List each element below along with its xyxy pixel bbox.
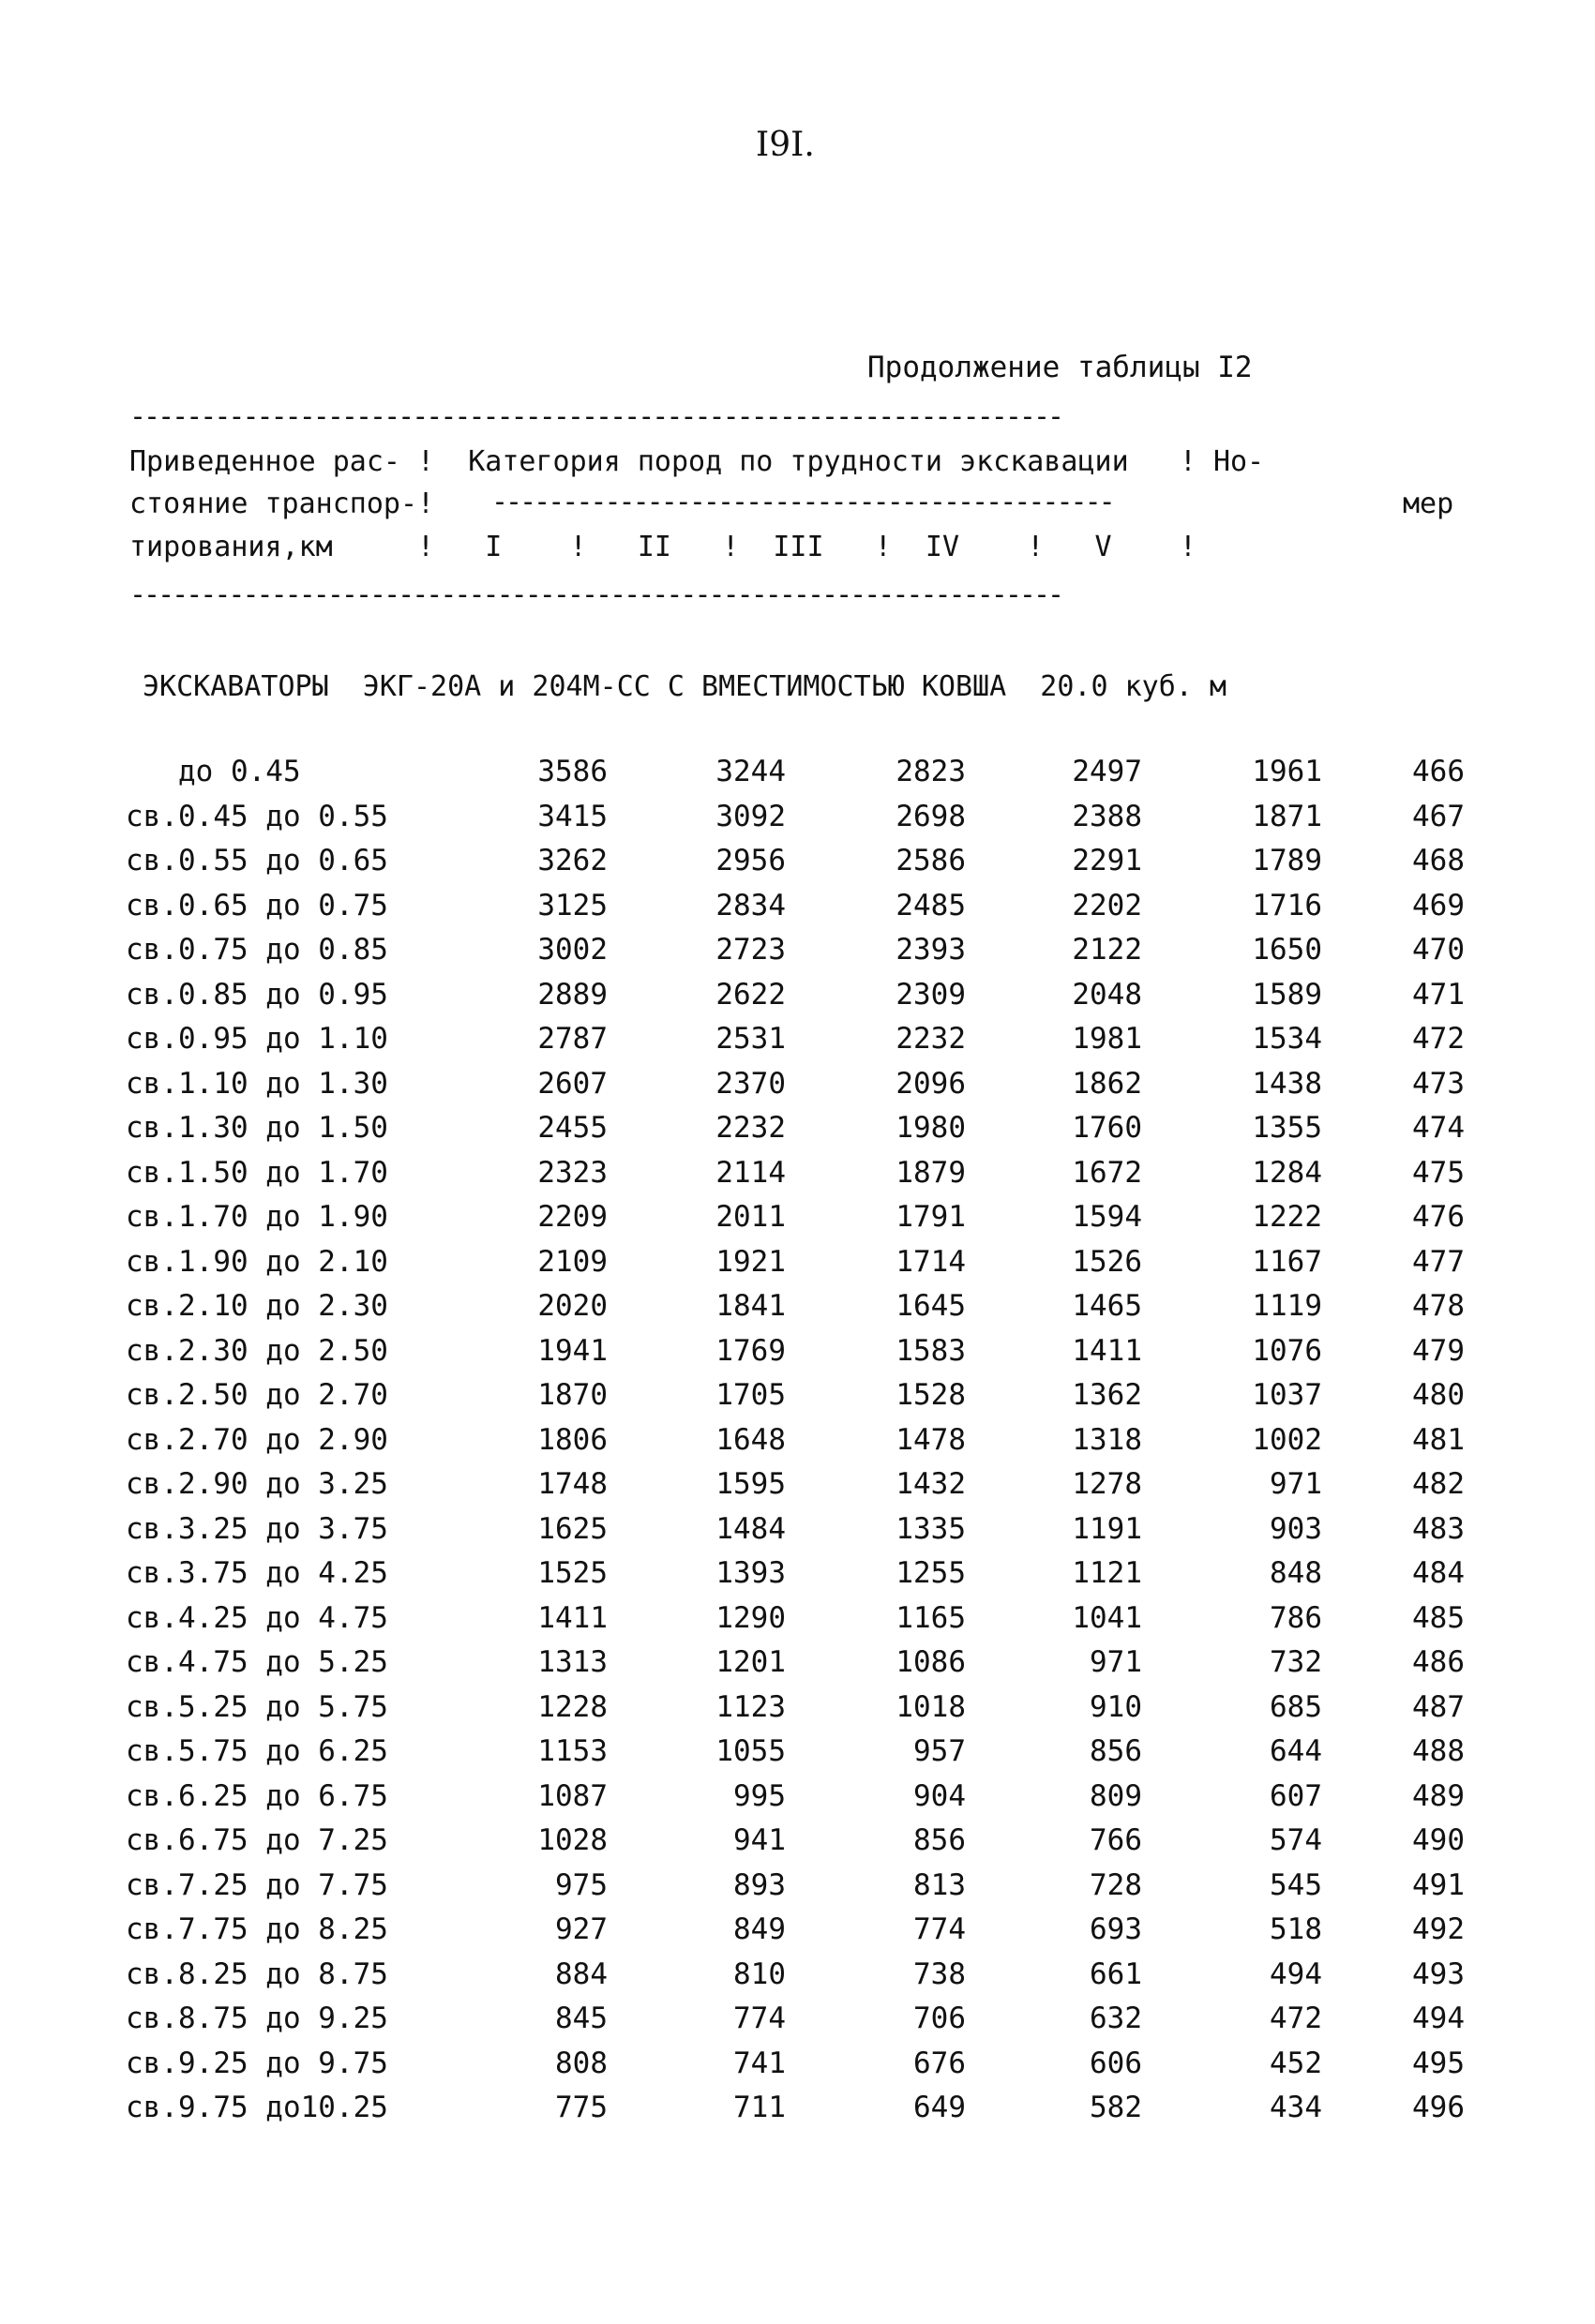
cell-category-iv: 582 [1090, 2091, 1142, 2124]
cell-number: 494 [1412, 2002, 1465, 2035]
cell-category-ii: 941 [733, 1823, 786, 1857]
row-range: св.0.95 до 1.10 [126, 1022, 388, 1056]
cell-category-iv: 1318 [1072, 1422, 1142, 1457]
cell-category-iii: 1980 [895, 1111, 966, 1145]
cell-number: 491 [1412, 1867, 1465, 1902]
cell-category-v: 545 [1270, 1867, 1322, 1902]
cell-category-i: 2109 [537, 1244, 608, 1279]
cell-category-iv: 1594 [1072, 1200, 1142, 1234]
row-range: св.0.55 до 0.65 [126, 844, 388, 877]
cell-category-iv: 809 [1090, 1778, 1142, 1813]
cell-category-iv: 1041 [1072, 1600, 1142, 1635]
cell-category-i: 1748 [537, 1467, 608, 1501]
cell-category-i: 2323 [537, 1155, 608, 1190]
cell-category-iii: 738 [913, 1957, 966, 1991]
cell-number: 470 [1412, 933, 1465, 967]
row-range: св.6.75 до 7.25 [126, 1823, 388, 1857]
cell-category-iii: 2096 [895, 1066, 966, 1101]
cell-category-v: 1871 [1252, 799, 1322, 833]
row-range: св.4.75 до 5.25 [126, 1645, 388, 1679]
cell-category-iii: 1645 [895, 1289, 966, 1323]
cell-category-iv: 1672 [1072, 1155, 1142, 1190]
cell-category-ii: 2956 [715, 844, 786, 877]
cell-category-iv: 2122 [1072, 933, 1142, 967]
row-range: св.1.10 до 1.30 [126, 1066, 388, 1101]
cell-category-iv: 2388 [1072, 799, 1142, 833]
cell-number: 492 [1412, 1912, 1465, 1946]
row-range: св.4.25 до 4.75 [126, 1600, 388, 1635]
cell-category-iv: 1862 [1072, 1066, 1142, 1101]
cell-category-ii: 2232 [715, 1111, 786, 1145]
cell-number: 493 [1412, 1957, 1465, 1991]
cell-category-v: 1438 [1252, 1066, 1322, 1101]
cell-category-v: 1037 [1252, 1378, 1322, 1412]
cell-category-v: 848 [1270, 1556, 1322, 1590]
cell-category-v: 685 [1270, 1689, 1322, 1724]
cell-category-v: 574 [1270, 1823, 1322, 1857]
cell-number: 471 [1412, 977, 1465, 1012]
header-row-2: стояние транспор-! [129, 487, 435, 520]
cell-category-iv: 661 [1090, 1957, 1142, 1991]
cell-category-iv: 1981 [1072, 1022, 1142, 1056]
cell-category-ii: 1648 [715, 1422, 786, 1457]
cell-category-i: 2607 [537, 1066, 608, 1101]
cell-category-i: 1313 [537, 1645, 608, 1679]
cell-category-iv: 1526 [1072, 1244, 1142, 1279]
cell-category-iii: 706 [913, 2002, 966, 2035]
cell-category-iii: 2698 [895, 799, 966, 833]
cell-category-i: 884 [555, 1957, 608, 1991]
row-range: св.1.70 до 1.90 [126, 1200, 388, 1234]
header-row-3: тирования,км ! I ! II ! III ! IV ! V ! [129, 531, 1196, 563]
cell-category-i: 775 [555, 2091, 608, 2124]
cell-category-iii: 1879 [895, 1155, 966, 1190]
cell-category-ii: 893 [733, 1867, 786, 1902]
cell-category-iii: 649 [913, 2091, 966, 2124]
header-row-2-end: мер [1403, 487, 1454, 520]
cell-number: 475 [1412, 1155, 1465, 1190]
row-range: св.9.75 до10.25 [126, 2091, 388, 2124]
cell-number: 476 [1412, 1200, 1465, 1234]
row-range: св.8.75 до 9.25 [126, 2002, 388, 2035]
cell-category-i: 1411 [537, 1600, 608, 1635]
cell-category-iii: 1018 [895, 1689, 966, 1724]
cell-category-i: 1028 [537, 1823, 608, 1857]
cell-category-iv: 1278 [1072, 1467, 1142, 1501]
cell-category-iii: 1478 [895, 1422, 966, 1457]
cell-category-ii: 1841 [715, 1289, 786, 1323]
cell-number: 468 [1412, 844, 1465, 877]
cell-category-ii: 3092 [715, 799, 786, 833]
header-row-1: Приведенное рас- ! Категория пород по трудности экскавации ! Но- [129, 445, 1265, 478]
cell-number: 484 [1412, 1556, 1465, 1590]
rule-bottom: ------------------------------------------------------------------ [129, 578, 1062, 611]
cell-category-v: 494 [1270, 1957, 1322, 1991]
cell-category-iii: 2232 [895, 1022, 966, 1056]
cell-category-i: 2209 [537, 1200, 608, 1234]
cell-number: 482 [1412, 1467, 1465, 1501]
cell-category-ii: 1123 [715, 1689, 786, 1724]
cell-number: 487 [1412, 1689, 1465, 1724]
cell-category-iii: 856 [913, 1823, 966, 1857]
cell-category-v: 1789 [1252, 844, 1322, 877]
cell-category-iv: 693 [1090, 1912, 1142, 1946]
cell-category-iv: 1362 [1072, 1378, 1142, 1412]
cell-number: 469 [1412, 888, 1465, 922]
cell-category-ii: 2723 [715, 933, 786, 967]
cell-number: 474 [1412, 1111, 1465, 1145]
cell-category-i: 1228 [537, 1689, 608, 1724]
cell-category-i: 1153 [537, 1734, 608, 1768]
row-range: св.2.10 до 2.30 [126, 1289, 388, 1323]
cell-category-v: 1355 [1252, 1111, 1322, 1145]
row-range: св.0.75 до 0.85 [126, 933, 388, 967]
cell-category-ii: 774 [733, 2002, 786, 2035]
cell-category-ii: 1769 [715, 1333, 786, 1368]
cell-category-iii: 1086 [895, 1645, 966, 1679]
cell-category-v: 903 [1270, 1511, 1322, 1546]
cell-category-iv: 856 [1090, 1734, 1142, 1768]
cell-category-i: 1525 [537, 1556, 608, 1590]
cell-number: 495 [1412, 2046, 1465, 2080]
row-range: св.1.90 до 2.10 [126, 1244, 388, 1279]
cell-category-iii: 1714 [895, 1244, 966, 1279]
cell-category-v: 452 [1270, 2046, 1322, 2080]
cell-category-ii: 2114 [715, 1155, 786, 1190]
cell-category-i: 2020 [537, 1289, 608, 1323]
cell-category-v: 1650 [1252, 933, 1322, 967]
cell-category-ii: 741 [733, 2046, 786, 2080]
cell-category-v: 1589 [1252, 977, 1322, 1012]
cell-category-iii: 1335 [895, 1511, 966, 1546]
cell-category-v: 518 [1270, 1912, 1322, 1946]
cell-category-v: 1284 [1252, 1155, 1322, 1190]
row-range: св.1.30 до 1.50 [126, 1111, 388, 1145]
cell-category-iv: 606 [1090, 2046, 1142, 2080]
row-range: св.3.25 до 3.75 [126, 1511, 388, 1546]
row-range: св.2.50 до 2.70 [126, 1378, 388, 1412]
cell-category-v: 607 [1270, 1778, 1322, 1813]
cell-category-iii: 2309 [895, 977, 966, 1012]
cell-category-iii: 2485 [895, 888, 966, 922]
cell-category-iii: 1432 [895, 1467, 966, 1501]
cell-category-v: 971 [1270, 1467, 1322, 1501]
cell-number: 490 [1412, 1823, 1465, 1857]
cell-category-i: 2455 [537, 1111, 608, 1145]
cell-category-iii: 904 [913, 1778, 966, 1813]
cell-number: 496 [1412, 2091, 1465, 2124]
cell-number: 486 [1412, 1645, 1465, 1679]
cell-category-v: 1167 [1252, 1244, 1322, 1279]
cell-number: 472 [1412, 1022, 1465, 1056]
cell-number: 489 [1412, 1778, 1465, 1813]
cell-category-ii: 1393 [715, 1556, 786, 1590]
cell-category-ii: 1055 [715, 1734, 786, 1768]
row-range: св.8.25 до 8.75 [126, 1957, 388, 1991]
row-range: св.5.75 до 6.25 [126, 1734, 388, 1768]
cell-category-iii: 2823 [895, 755, 966, 788]
cell-number: 485 [1412, 1600, 1465, 1635]
cell-category-iv: 728 [1090, 1867, 1142, 1902]
cell-category-i: 1625 [537, 1511, 608, 1546]
cell-category-ii: 1705 [715, 1378, 786, 1412]
cell-number: 467 [1412, 799, 1465, 833]
section-title: ЭКСКАВАТОРЫ ЭКГ-20А и 204М-СС С ВМЕСТИМОСТЬЮ КОВША 20.0 куб. м [143, 670, 1226, 703]
cell-category-iii: 2393 [895, 933, 966, 967]
cell-category-ii: 1921 [715, 1244, 786, 1279]
cell-category-iv: 2497 [1072, 755, 1142, 788]
cell-number: 477 [1412, 1244, 1465, 1279]
row-range: св.2.30 до 2.50 [126, 1333, 388, 1368]
cell-category-ii: 1201 [715, 1645, 786, 1679]
cell-category-iv: 632 [1090, 2002, 1142, 2035]
cell-category-ii: 995 [733, 1778, 786, 1813]
page-number: I9I. [756, 126, 815, 164]
cell-category-v: 472 [1270, 2002, 1322, 2035]
cell-category-iii: 2586 [895, 844, 966, 877]
rule-top: ------------------------------------------------------------------ [129, 400, 1062, 433]
cell-category-i: 808 [555, 2046, 608, 2080]
cell-category-v: 786 [1270, 1600, 1322, 1635]
row-range: св.9.25 до 9.75 [126, 2046, 388, 2080]
cell-category-v: 1002 [1252, 1422, 1322, 1457]
cell-category-ii: 711 [733, 2091, 786, 2124]
cell-category-iii: 1528 [895, 1378, 966, 1412]
cell-category-ii: 1484 [715, 1511, 786, 1546]
cell-category-v: 1222 [1252, 1200, 1322, 1234]
cell-category-v: 1534 [1252, 1022, 1322, 1056]
cell-number: 478 [1412, 1289, 1465, 1323]
cell-category-iv: 1465 [1072, 1289, 1142, 1323]
table-continuation-caption: Продолжение таблицы I2 [867, 351, 1253, 384]
cell-category-i: 2787 [537, 1022, 608, 1056]
cell-number: 466 [1412, 755, 1465, 788]
cell-category-i: 2889 [537, 977, 608, 1012]
header-category-rule: -------------------------------------------- [491, 486, 1113, 518]
cell-category-i: 3262 [537, 844, 608, 877]
cell-category-iii: 1583 [895, 1333, 966, 1368]
cell-category-v: 1076 [1252, 1333, 1322, 1368]
cell-category-ii: 3244 [715, 755, 786, 788]
row-range: св.5.25 до 5.75 [126, 1689, 388, 1724]
cell-category-i: 1870 [537, 1378, 608, 1412]
cell-category-ii: 849 [733, 1912, 786, 1946]
cell-category-v: 732 [1270, 1645, 1322, 1679]
row-range: св.0.85 до 0.95 [126, 977, 388, 1012]
cell-category-v: 1961 [1252, 755, 1322, 788]
cell-category-iii: 1165 [895, 1600, 966, 1635]
cell-number: 480 [1412, 1378, 1465, 1412]
cell-category-ii: 1290 [715, 1600, 786, 1635]
row-range: св.0.45 до 0.55 [126, 799, 388, 833]
cell-category-ii: 2370 [715, 1066, 786, 1101]
cell-category-i: 3415 [537, 799, 608, 833]
cell-category-i: 1806 [537, 1422, 608, 1457]
cell-category-v: 644 [1270, 1734, 1322, 1768]
cell-category-v: 1119 [1252, 1289, 1322, 1323]
cell-category-ii: 2531 [715, 1022, 786, 1056]
cell-category-ii: 2834 [715, 888, 786, 922]
cell-category-i: 927 [555, 1912, 608, 1946]
cell-category-iii: 676 [913, 2046, 966, 2080]
cell-category-ii: 2622 [715, 977, 786, 1012]
row-range: св.7.25 до 7.75 [126, 1867, 388, 1902]
cell-category-ii: 1595 [715, 1467, 786, 1501]
row-range: до 0.45 [126, 755, 301, 788]
row-range: св.3.75 до 4.25 [126, 1556, 388, 1590]
cell-category-i: 1941 [537, 1333, 608, 1368]
row-range: св.2.70 до 2.90 [126, 1422, 388, 1457]
cell-category-i: 845 [555, 2002, 608, 2035]
cell-category-iv: 2291 [1072, 844, 1142, 877]
cell-category-i: 3002 [537, 933, 608, 967]
row-range: св.2.90 до 3.25 [126, 1467, 388, 1501]
cell-category-iii: 1255 [895, 1556, 966, 1590]
cell-category-iv: 2048 [1072, 977, 1142, 1012]
cell-category-v: 1716 [1252, 888, 1322, 922]
cell-category-iv: 910 [1090, 1689, 1142, 1724]
cell-number: 488 [1412, 1734, 1465, 1768]
cell-category-iv: 1121 [1072, 1556, 1142, 1590]
row-range: св.1.50 до 1.70 [126, 1155, 388, 1190]
cell-category-ii: 2011 [715, 1200, 786, 1234]
cell-number: 479 [1412, 1333, 1465, 1368]
cell-category-i: 1087 [537, 1778, 608, 1813]
cell-category-iv: 1411 [1072, 1333, 1142, 1368]
row-range: св.6.25 до 6.75 [126, 1778, 388, 1813]
cell-category-iv: 1760 [1072, 1111, 1142, 1145]
cell-category-iv: 1191 [1072, 1511, 1142, 1546]
cell-category-iii: 774 [913, 1912, 966, 1946]
cell-category-iii: 1791 [895, 1200, 966, 1234]
cell-category-iv: 2202 [1072, 888, 1142, 922]
cell-number: 483 [1412, 1511, 1465, 1546]
cell-category-iii: 957 [913, 1734, 966, 1768]
cell-number: 473 [1412, 1066, 1465, 1101]
cell-category-v: 434 [1270, 2091, 1322, 2124]
cell-category-iv: 971 [1090, 1645, 1142, 1679]
cell-category-i: 3586 [537, 755, 608, 788]
cell-category-iv: 766 [1090, 1823, 1142, 1857]
row-range: св.7.75 до 8.25 [126, 1912, 388, 1946]
cell-number: 481 [1412, 1422, 1465, 1457]
row-range: св.0.65 до 0.75 [126, 888, 388, 922]
cell-category-i: 975 [555, 1867, 608, 1902]
cell-category-ii: 810 [733, 1957, 786, 1991]
cell-category-i: 3125 [537, 888, 608, 922]
cell-category-iii: 813 [913, 1867, 966, 1902]
